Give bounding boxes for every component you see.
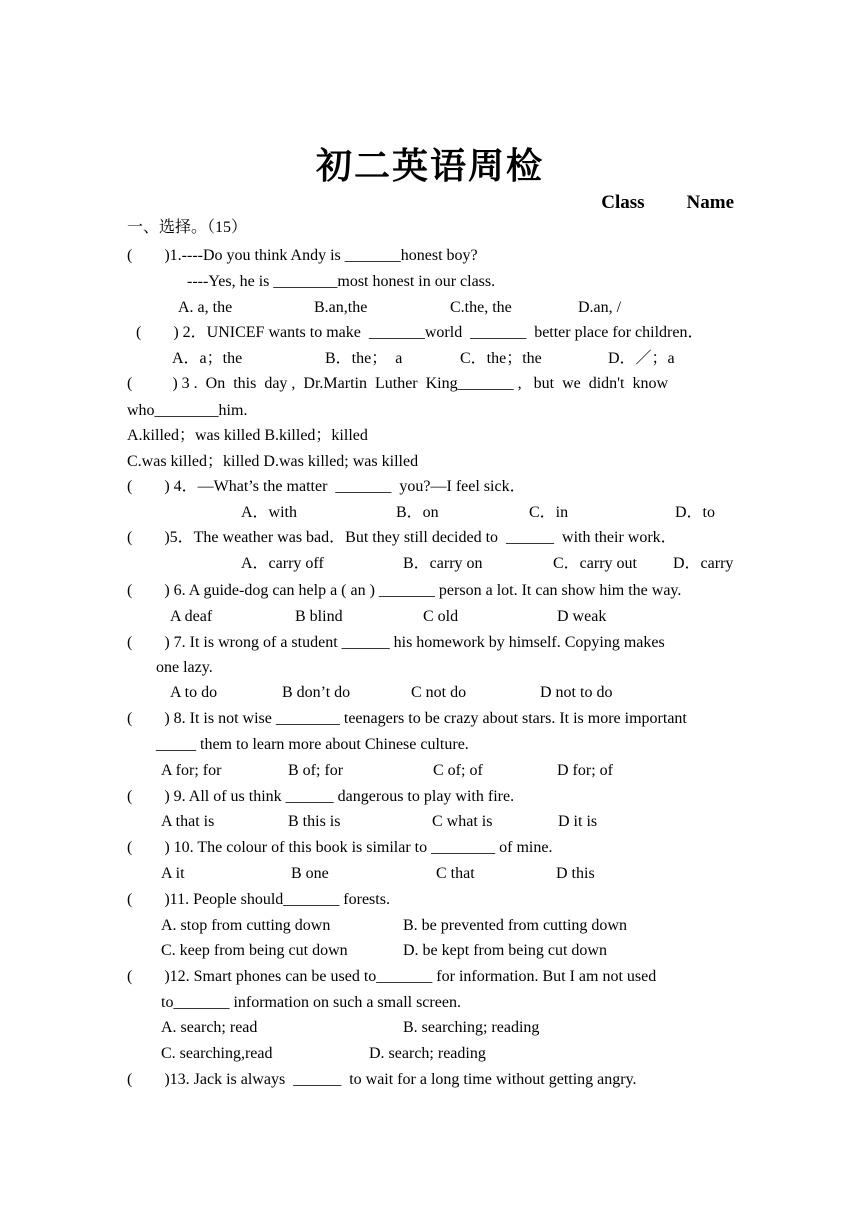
question-line: ( ) 10. The colour of this book is similar to ________ of mine. [127,839,553,856]
name-label: Name [686,192,734,213]
option: A to do [170,684,218,701]
option: B.an,the [314,299,368,316]
option: D it is [558,813,598,830]
option: A. a, the [178,299,233,316]
option: A that is [161,813,215,830]
option: A deaf [170,608,213,625]
option: D．carry [673,555,734,572]
option: C what is [432,813,493,830]
option: B don’t do [282,684,351,701]
question-line: ( ) 8. It is not wise ________ teenagers to be crazy about stars. It is more important [127,710,687,727]
option: D this [556,865,595,882]
option: C old [423,608,459,625]
option: C not do [411,684,467,701]
option: B．carry on [403,555,483,572]
option: C.the, the [450,299,512,316]
question-line: to_______ information on such a small screen. [161,994,461,1011]
option: D．／；a [608,350,675,367]
question-line: ( ) 4．—What’s the matter _______ you?—I feel sick． [127,478,526,495]
option: B．on [396,504,439,521]
option: D not to do [540,684,613,701]
option: C. keep from being cut down [161,942,348,959]
question-line: ( )12. Smart phones can be used to_______ for information. But I am not used [127,968,657,985]
question-line: ( ) 3 . On this day , Dr.Martin Luther King_______ , but we didn't know [127,375,669,392]
option: B of; for [288,762,344,779]
option: A. stop from cutting down [161,917,331,934]
class-name-fields [601,192,734,214]
question-line: ( ) 2．UNICEF wants to make _______world _______ better place for children． [136,324,704,341]
option: C of; of [433,762,483,779]
question-line: ( )11. People should_______ forests. [127,891,390,908]
question-line: _____ them to learn more about Chinese culture. [156,736,469,753]
question-line: one lazy. [156,659,213,676]
option: A．a；the [172,350,243,367]
question-line: ( ) 7. It is wrong of a student ______ his homework by himself. Copying makes [127,634,665,651]
class-label: Class [601,192,645,213]
option: B. be prevented from cutting down [403,917,627,934]
option: B blind [295,608,343,625]
option: A it [161,865,185,882]
option: C. searching,read [161,1045,273,1062]
option: D.an, / [578,299,622,316]
option: A．with [241,504,298,521]
question-line: ----Yes, he is ________most honest in our class. [187,273,496,290]
option: D weak [557,608,607,625]
question-line: ( )5．The weather was bad．But they still decided to ______ with their work． [127,529,677,546]
option: A.killed；was killed B.killed；killed [127,427,368,444]
option: C．in [529,504,569,521]
option: C that [436,865,475,882]
question-line: ( ) 6. A guide-dog can help a ( an ) _______ person a lot. It can show him the way. [127,582,682,599]
option: B．the； a [325,350,403,367]
option: C．the；the [460,350,542,367]
option: B. searching; reading [403,1019,540,1036]
question-line: ( )1.----Do you think Andy is _______honest boy? [127,247,478,264]
section-heading: 一、选择。（15） [127,219,248,236]
option: C．carry out [553,555,637,572]
option: B this is [288,813,341,830]
option: B one [291,865,329,882]
question-line: who________him. [127,402,248,419]
page-title: 初二英语周检 [315,145,544,187]
option: C.was killed；killed D.was killed; was killed [127,453,419,470]
option: D. be kept from being cut down [403,942,607,959]
option: A．carry off [241,555,324,572]
option: A for; for [161,762,222,779]
option: D．to [675,504,716,521]
option: A. search; read [161,1019,258,1036]
option: D for; of [557,762,613,779]
question-line: ( )13. Jack is always ______ to wait for a long time without getting angry. [127,1071,637,1088]
option: D. search; reading [369,1045,486,1062]
question-line: ( ) 9. All of us think ______ dangerous to play with fire. [127,788,515,805]
